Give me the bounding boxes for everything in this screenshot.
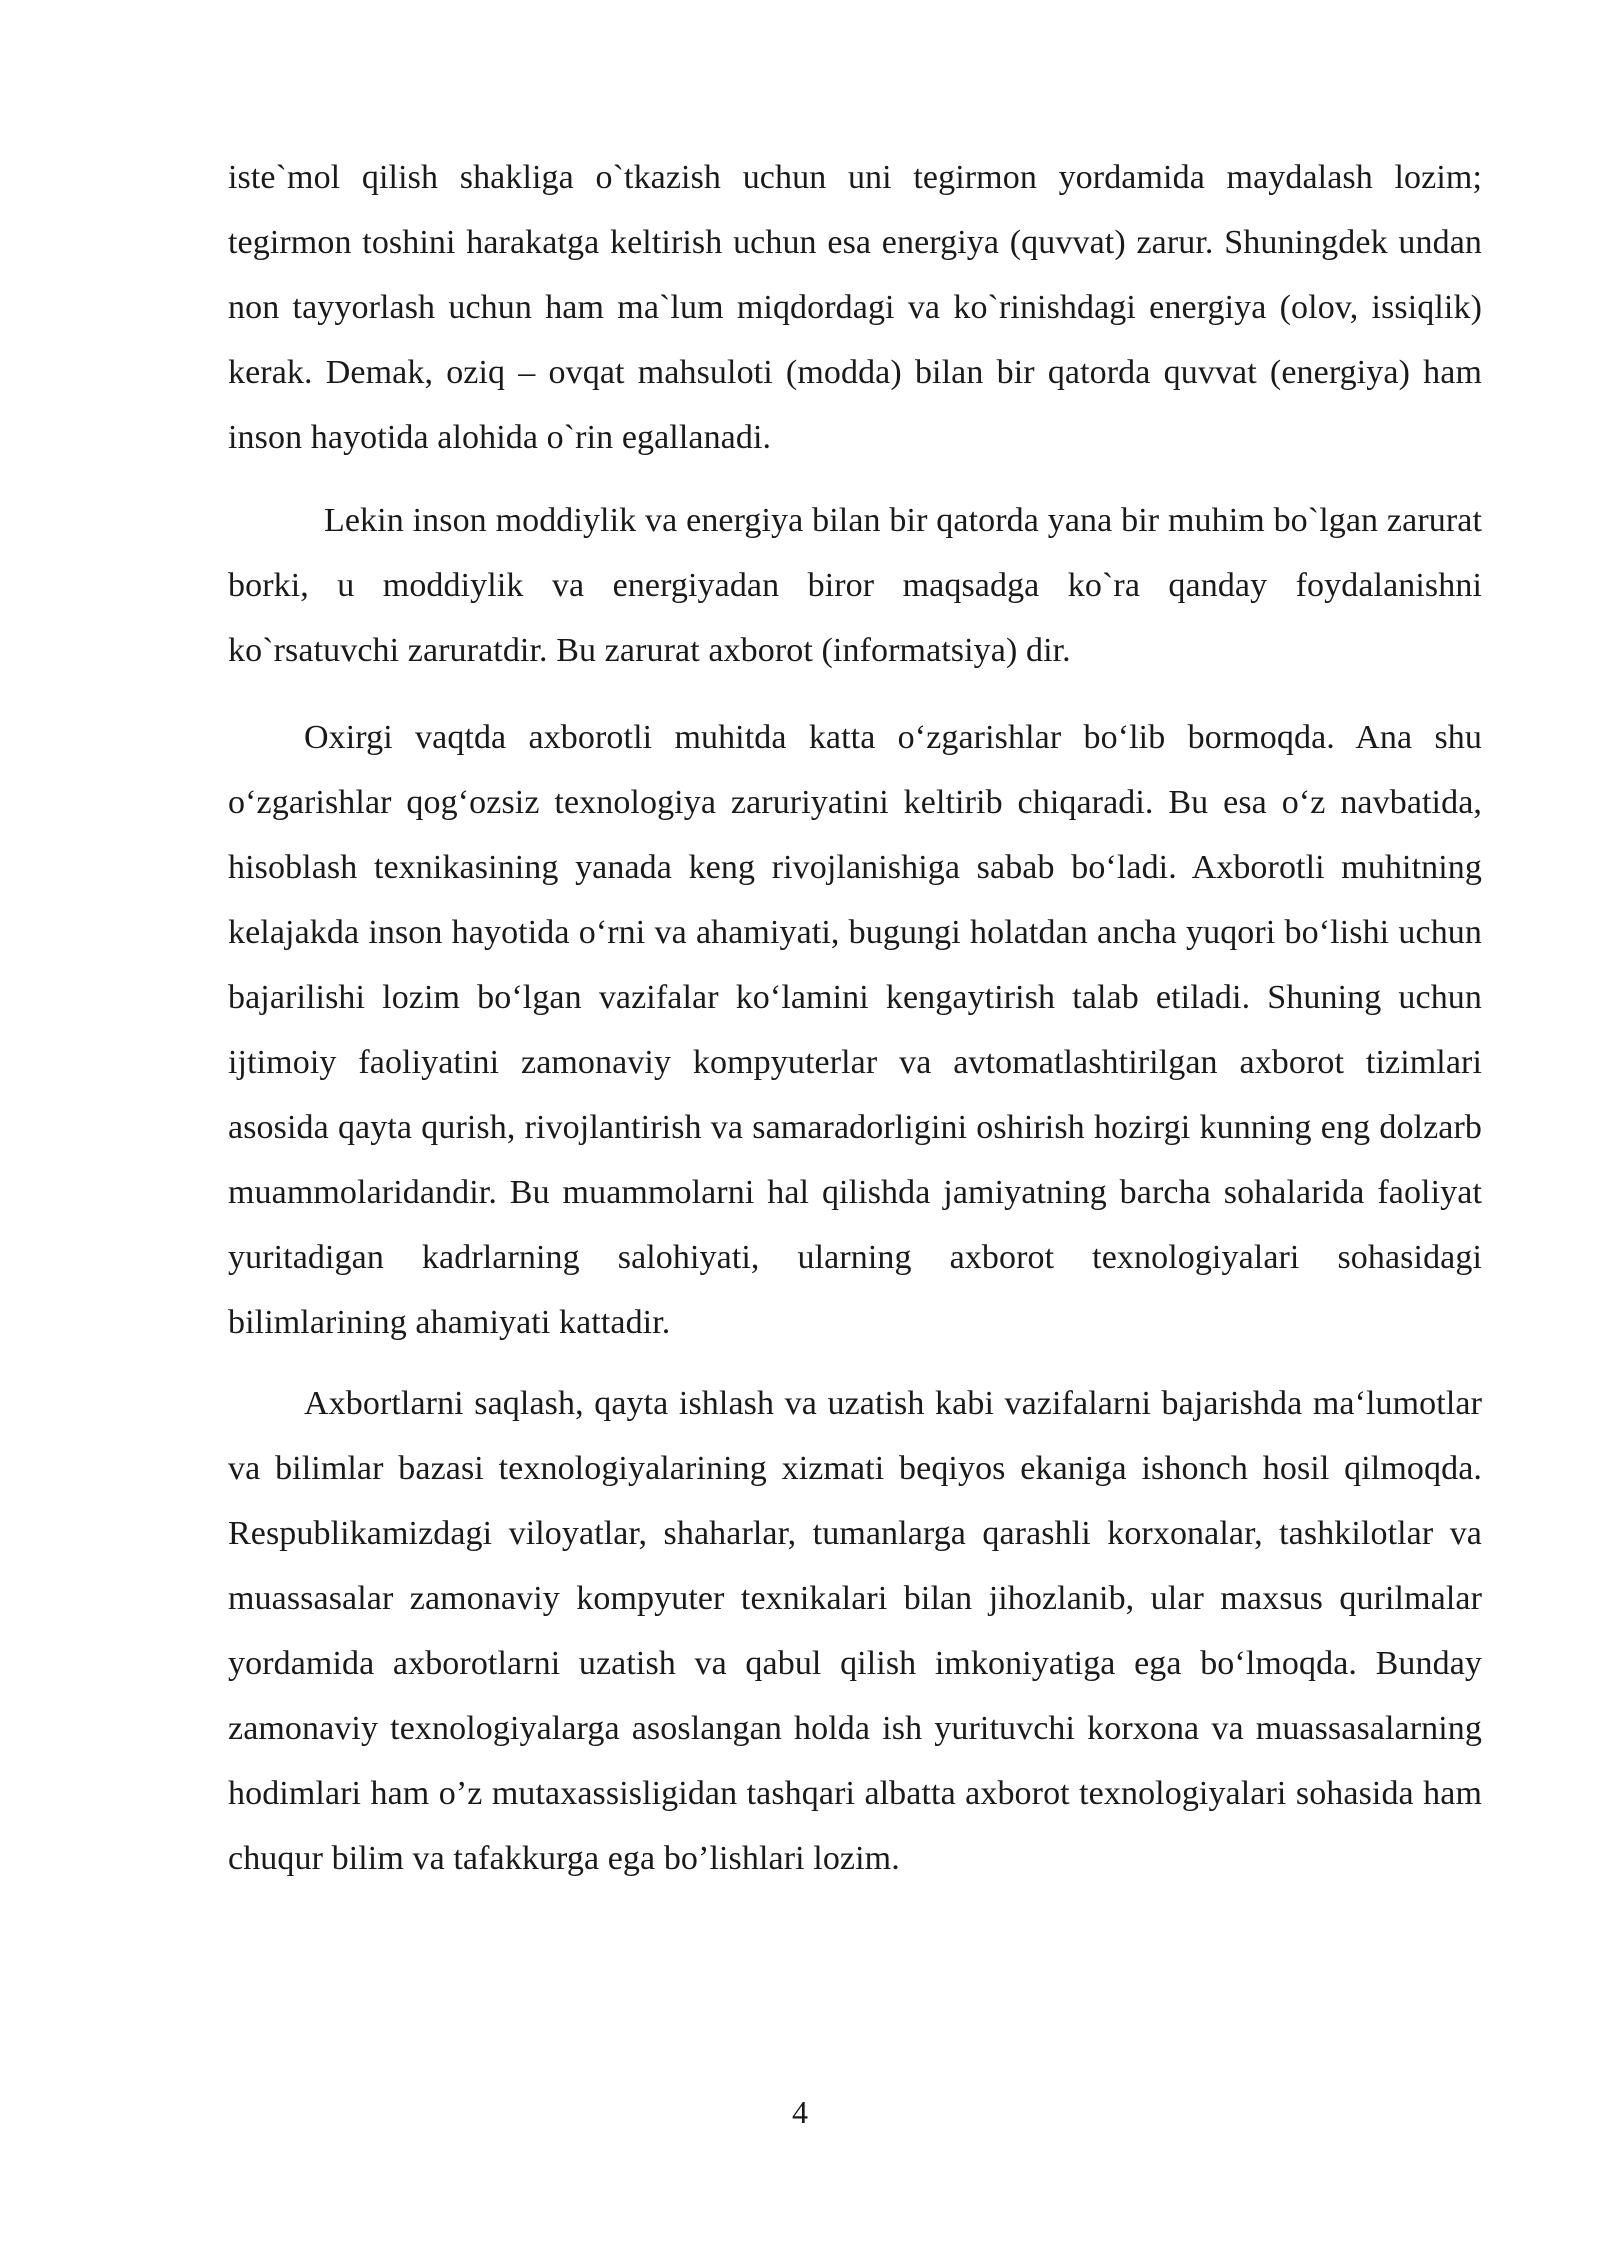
paragraph-3: Oxirgi vaqtda axborotli muhitda katta o‘zgarishlar bo‘lib bormoqda. Ana shu o‘zgarishlar qog‘ozsiz texnologiya zaruriyatini keltirib chiqaradi. Bu esa o‘z navbatida, hisoblash texnikasining yanada keng rivojlanishiga sabab bo‘ladi. Axborotli muhitning kelajakda inson hayotida o‘rni va ahamiyati, bugungi holatdan ancha yuqori bo‘lishi uchun bajarilishi lozim bo‘lgan vazifalar ko‘lamini kengaytirish talab etiladi. Shuning uchun ijtimoiy faoliyatini zamonaviy kompyuterlar va avtomatlashtirilgan axborot tizimlari asosida qayta qurish, rivojlantirish va samaradorligini oshirish hozirgi kunning eng dolzarb muammolaridandir. Bu muammolarni hal qilishda jamiyatning barcha sohalarida faoliyat yuritadigan kadrlarning salohiyati, ularning axborot texnologiyalari sohasidagi bilimlarining ahamiyati kattadir. [228, 719, 1482, 1341]
document-body [228, 145, 1482, 1891]
paragraph-4: Axbortlarni saqlash, qayta ishlash va uzatish kabi vazifalarni bajarishda ma‘lumotlar va bilimlar bazasi texnologiyalarining xizmati beqiyos ekaniga ishonch hosil qilmoqda. Respublikamizdagi viloyatlar, shaharlar, tumanlarga qarashli korxonalar, tashkilotlar va muassasalar zamonaviy kompyuter texnikalari bilan jihozlanib, ular maxsus qurilmalar yordamida axborotlarni uzatish va qabul qilish imkoniyatiga ega bo‘lmoqda. Bunday zamonaviy texnologiyalarga asoslangan holda ish yurituvchi korxona va muassasalarning hodimlari ham o’z mutaxassisligidan tashqari albatta axborot texnologiyalari sohasida ham chuqur bilim va tafakkurga ega bo’lishlari lozim. [228, 1385, 1482, 1877]
paragraph-2: Lekin inson moddiylik va energiya bilan bir qatorda yana bir muhim bo`lgan zarurat borki, u moddiylik va energiyadan biror maqsadga ko`ra qanday foydalanishni ko`rsatuvchi zaruratdir. Bu zarurat axborot (informatsiya) dir. [228, 502, 1482, 669]
paragraph-1: iste`mol qilish shakliga o`tkazish uchun uni tegirmon yordamida maydalash lozim; tegirmon toshini harakatga keltirish uchun esa energiya (quvvat) zarur. Shuningdek undan non tayyorlash uchun ham ma`lum miqdordagi va ko`rinishdagi energiya (olov, issiqlik) kerak. Demak, oziq – ovqat mahsuloti (modda) bilan bir qatorda quvvat (energiya) ham inson hayotida alohida o`rin egallanadi. [228, 159, 1482, 456]
page-number: 4 [792, 2094, 808, 2130]
